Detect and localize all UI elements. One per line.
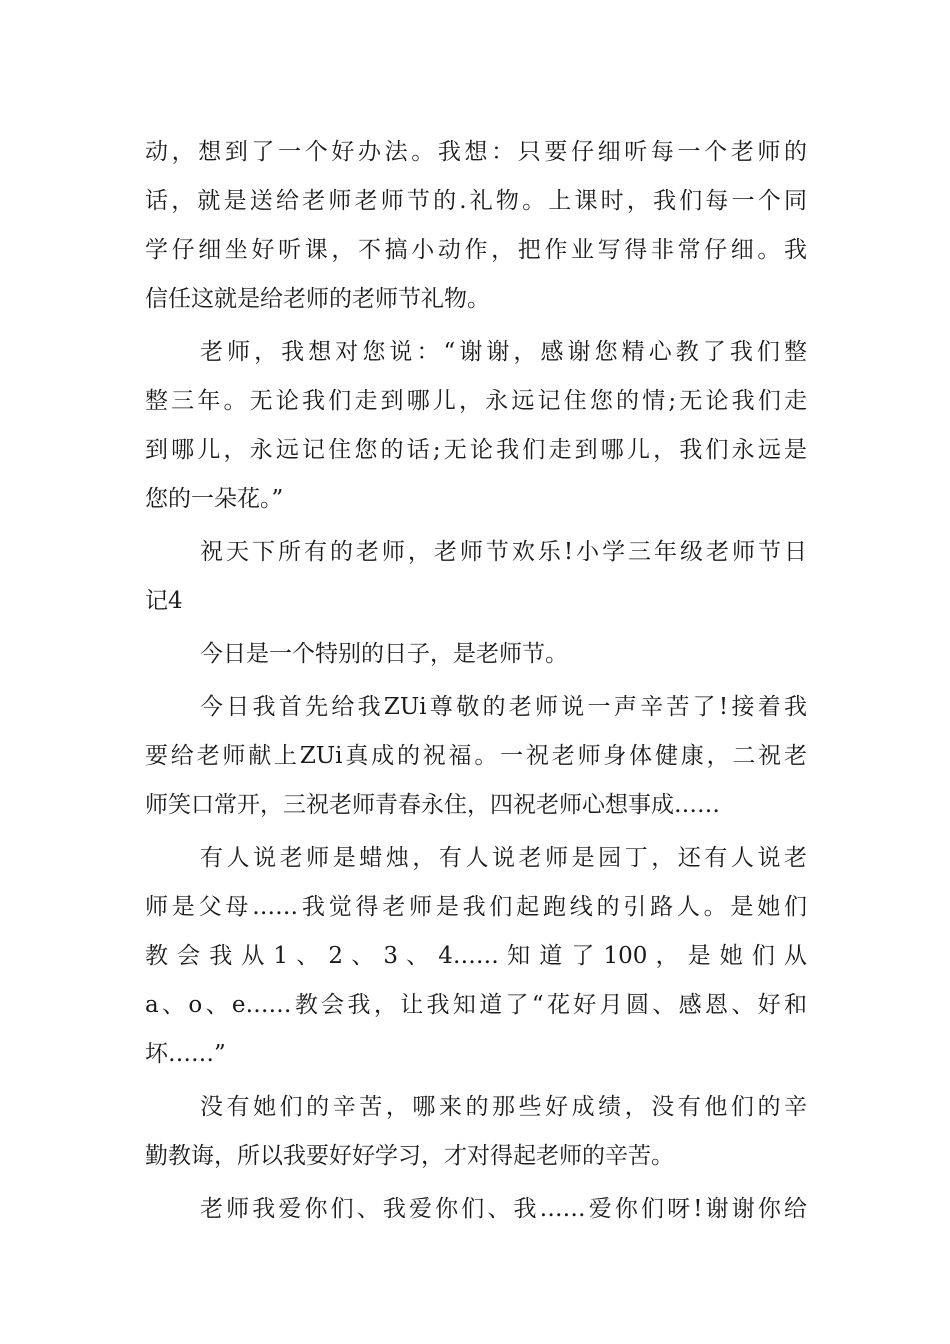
text-line: 教 会 我 从 1 、 2 、 3 、 4…… 知 道 了 100 ， 是 她 们 从 bbox=[145, 943, 807, 969]
text-line: 今日是一个特别的日子，是老师节。 bbox=[200, 641, 568, 667]
text-line: 师是父母……我觉得老师是我们起跑线的引路人。是她们 bbox=[145, 894, 807, 920]
text-line: 您的一朵花。” bbox=[145, 486, 284, 512]
text-line: 坏……” bbox=[145, 1041, 226, 1067]
text-line: 师笑口常开，三祝老师青春永住，四祝老师心想事成…… bbox=[145, 792, 720, 818]
text-line: a、o、e……教会我，让我知道了“花好月圆、感恩、好和 bbox=[145, 992, 807, 1018]
text-line: 勤教诲，所以我要好好学习，才对得起老师的辛苦。 bbox=[145, 1143, 674, 1169]
text-line: 老师我爱你们、我爱你们、我……爱你们呀!谢谢你给 bbox=[200, 1196, 807, 1222]
text-line: 祝天下所有的老师，老师节欢乐!小学三年级老师节日 bbox=[200, 539, 807, 565]
text-line: 学仔细坐好听课，不搞小动作，把作业写得非常仔细。我 bbox=[145, 237, 807, 263]
text-line: 今日我首先给我ZUi尊敬的老师说一声辛苦了!接着我 bbox=[200, 694, 807, 720]
text-line: 要给老师献上ZUi真成的祝福。一祝老师身体健康，二祝老 bbox=[145, 743, 807, 769]
text-line: 整三年。无论我们走到哪儿，永远记住您的情;无论我们走 bbox=[145, 388, 807, 414]
text-line: 记4 bbox=[145, 588, 183, 614]
text-line: 有人说老师是蜡烛，有人说老师是园丁，还有人说老 bbox=[200, 845, 807, 871]
text-line: 信任这就是给老师的老师节礼物。 bbox=[145, 286, 490, 312]
text-line: 到哪儿，永远记住您的话;无论我们走到哪儿，我们永远是 bbox=[145, 437, 807, 463]
text-line: 话，就是送给老师老师节的.礼物。上课时，我们每一个同 bbox=[145, 188, 807, 214]
text-line: 老师，我想对您说：“谢谢，感谢您精心教了我们整 bbox=[200, 339, 807, 365]
document-body bbox=[145, 128, 807, 1234]
text-line: 动，想到了一个好办法。我想：只要仔细听每一个老师的 bbox=[145, 139, 807, 165]
text-line: 没有她们的辛苦，哪来的那些好成绩，没有他们的辛 bbox=[200, 1094, 807, 1120]
